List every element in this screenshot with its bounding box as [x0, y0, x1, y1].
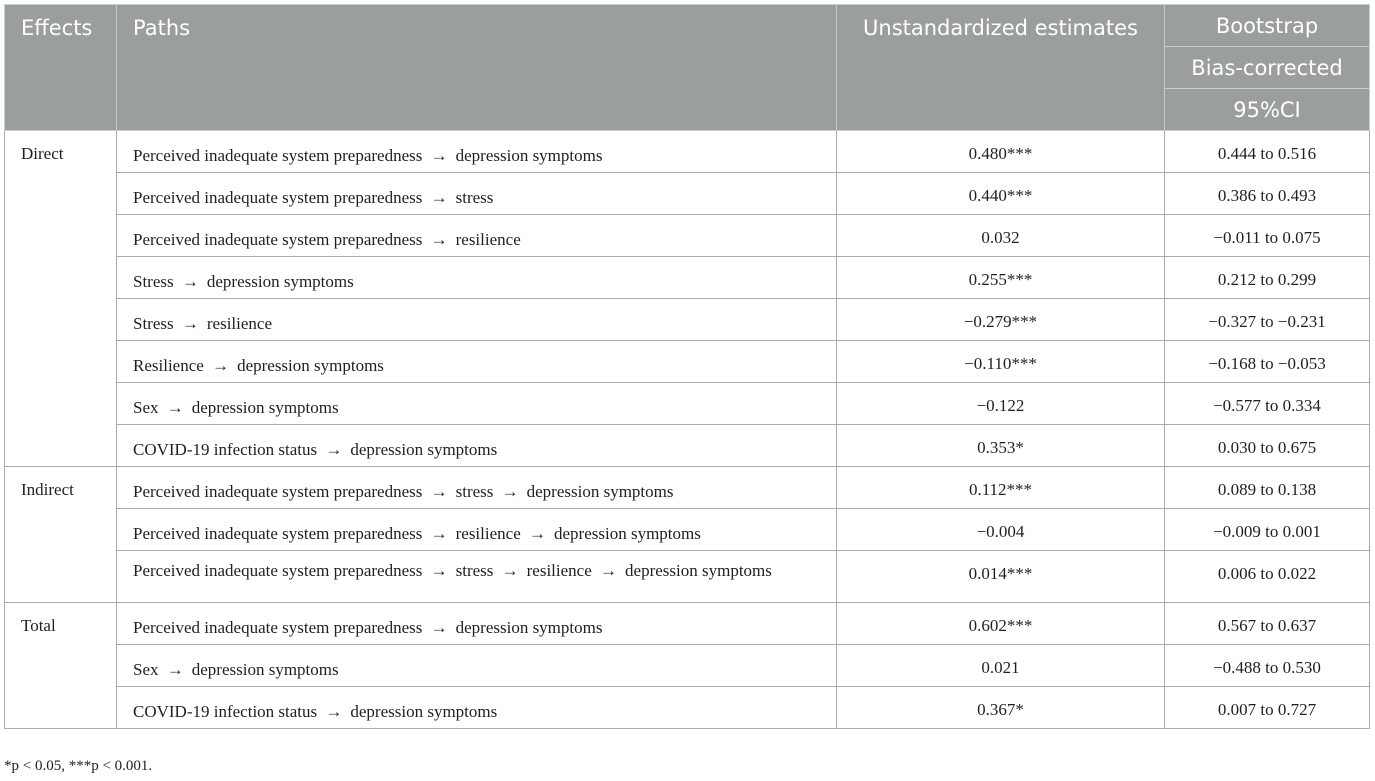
table-row	[5, 425, 1370, 467]
table-row	[5, 467, 1370, 509]
path-arrow: →	[430, 524, 448, 543]
effect-group-label: Indirect	[5, 467, 117, 603]
path-node: Perceived inadequate system preparedness	[133, 230, 423, 249]
path-node: depression symptoms	[350, 440, 498, 459]
path-node: resilience	[455, 230, 521, 249]
path-node: COVID-19 infection status	[133, 702, 318, 721]
table-row	[5, 341, 1370, 383]
path-cell	[117, 467, 837, 509]
table-row	[5, 603, 1370, 645]
path-cell	[117, 257, 837, 299]
estimate-cell: 0.032	[837, 215, 1165, 257]
path-cell	[117, 551, 837, 603]
header-bootstrap: Bootstrap	[1165, 5, 1370, 47]
path-node: Sex	[133, 398, 159, 417]
path-cell	[117, 425, 837, 467]
ci-cell: 0.030 to 0.675	[1165, 425, 1370, 467]
path-node: depression symptoms	[625, 561, 772, 580]
path-arrow: →	[166, 398, 184, 417]
estimate-cell: −0.004	[837, 509, 1165, 551]
ci-cell: 0.089 to 0.138	[1165, 467, 1370, 509]
estimate-cell: −0.122	[837, 383, 1165, 425]
path-node: depression symptoms	[237, 356, 384, 375]
ci-cell: 0.006 to 0.022	[1165, 551, 1370, 603]
path-node: depression symptoms	[526, 482, 674, 501]
estimate-cell: 0.014***	[837, 551, 1165, 603]
ci-cell: −0.011 to 0.075	[1165, 215, 1370, 257]
path-node: stress	[455, 561, 494, 580]
path-node: depression symptoms	[554, 524, 701, 543]
path-arrow: →	[166, 660, 184, 679]
path-cell	[117, 131, 837, 173]
ci-cell: 0.386 to 0.493	[1165, 173, 1370, 215]
path-arrow: →	[430, 618, 448, 637]
path-cell	[117, 215, 837, 257]
ci-cell: −0.577 to 0.334	[1165, 383, 1370, 425]
table-row	[5, 551, 1370, 603]
path-node: depression symptoms	[350, 702, 498, 721]
path-node: Perceived inadequate system preparedness	[133, 618, 423, 637]
ci-cell: 0.212 to 0.299	[1165, 257, 1370, 299]
estimate-cell: 0.440***	[837, 173, 1165, 215]
table-row	[5, 687, 1370, 729]
path-node: resilience	[455, 524, 521, 543]
mediation-results-table	[4, 4, 1370, 729]
ci-cell: −0.488 to 0.530	[1165, 645, 1370, 687]
ci-cell: −0.168 to −0.053	[1165, 341, 1370, 383]
path-arrow: →	[212, 356, 230, 375]
table-row	[5, 509, 1370, 551]
path-cell	[117, 645, 837, 687]
path-arrow: →	[430, 561, 448, 580]
path-node: Perceived inadequate system preparedness	[133, 561, 423, 580]
path-node: resilience	[206, 314, 273, 333]
path-node: Stress	[133, 272, 174, 291]
path-arrow: →	[325, 440, 343, 459]
table-row	[5, 383, 1370, 425]
path-node: Resilience	[133, 356, 204, 375]
path-node: depression symptoms	[191, 660, 339, 679]
path-node: stress	[455, 188, 494, 207]
ci-cell: −0.009 to 0.001	[1165, 509, 1370, 551]
path-node: Stress	[133, 314, 174, 333]
path-node: Perceived inadequate system preparedness	[133, 188, 423, 207]
header-effects: Effects	[5, 5, 117, 131]
path-node: COVID-19 infection status	[133, 440, 318, 459]
table-row	[5, 215, 1370, 257]
path-cell	[117, 173, 837, 215]
path-node: depression symptoms	[206, 272, 354, 291]
estimate-cell: 0.480***	[837, 131, 1165, 173]
path-cell	[117, 383, 837, 425]
path-arrow: →	[430, 146, 448, 165]
path-cell	[117, 341, 837, 383]
ci-cell: 0.007 to 0.727	[1165, 687, 1370, 729]
path-node: stress	[455, 482, 494, 501]
ci-cell: −0.327 to −0.231	[1165, 299, 1370, 341]
path-node: Perceived inadequate system preparedness	[133, 524, 423, 543]
path-arrow: →	[501, 561, 519, 580]
path-arrow: →	[501, 482, 519, 501]
header-bias-corrected: Bias-corrected	[1165, 47, 1370, 89]
path-arrow: →	[181, 272, 199, 291]
estimate-cell: −0.110***	[837, 341, 1165, 383]
estimate-cell: 0.112***	[837, 467, 1165, 509]
table-row	[5, 257, 1370, 299]
effect-group-label: Total	[5, 603, 117, 729]
table-row	[5, 645, 1370, 687]
path-node: depression symptoms	[191, 398, 339, 417]
estimate-cell: −0.279***	[837, 299, 1165, 341]
estimate-cell: 0.367*	[837, 687, 1165, 729]
path-arrow: →	[181, 314, 199, 333]
path-cell	[117, 509, 837, 551]
path-node: Sex	[133, 660, 159, 679]
path-arrow: →	[325, 702, 343, 721]
path-cell	[117, 299, 837, 341]
table-header	[5, 5, 1370, 131]
path-cell	[117, 687, 837, 729]
ci-cell: 0.444 to 0.516	[1165, 131, 1370, 173]
path-node: resilience	[526, 561, 592, 580]
path-node: Perceived inadequate system preparedness	[133, 482, 423, 501]
estimate-cell: 0.255***	[837, 257, 1165, 299]
path-cell	[117, 603, 837, 645]
header-ci: 95%CI	[1165, 89, 1370, 131]
table-row	[5, 299, 1370, 341]
table-row	[5, 173, 1370, 215]
path-arrow: →	[430, 230, 448, 249]
estimate-cell: 0.353*	[837, 425, 1165, 467]
header-paths: Paths	[117, 5, 837, 131]
ci-cell: 0.567 to 0.637	[1165, 603, 1370, 645]
table-row	[5, 131, 1370, 173]
table-footnote: *p < 0.05, ***p < 0.001.	[4, 758, 153, 774]
path-arrow: →	[430, 188, 448, 207]
path-node: depression symptoms	[455, 146, 603, 165]
path-arrow: →	[430, 482, 448, 501]
header-estimates: Unstandardized estimates	[837, 5, 1165, 131]
path-arrow: →	[529, 524, 546, 543]
path-node: Perceived inadequate system preparedness	[133, 146, 423, 165]
table-body	[5, 131, 1370, 729]
estimate-cell: 0.021	[837, 645, 1165, 687]
effect-group-label: Direct	[5, 131, 117, 467]
path-arrow: →	[600, 561, 618, 580]
path-node: depression symptoms	[455, 618, 603, 637]
estimate-cell: 0.602***	[837, 603, 1165, 645]
